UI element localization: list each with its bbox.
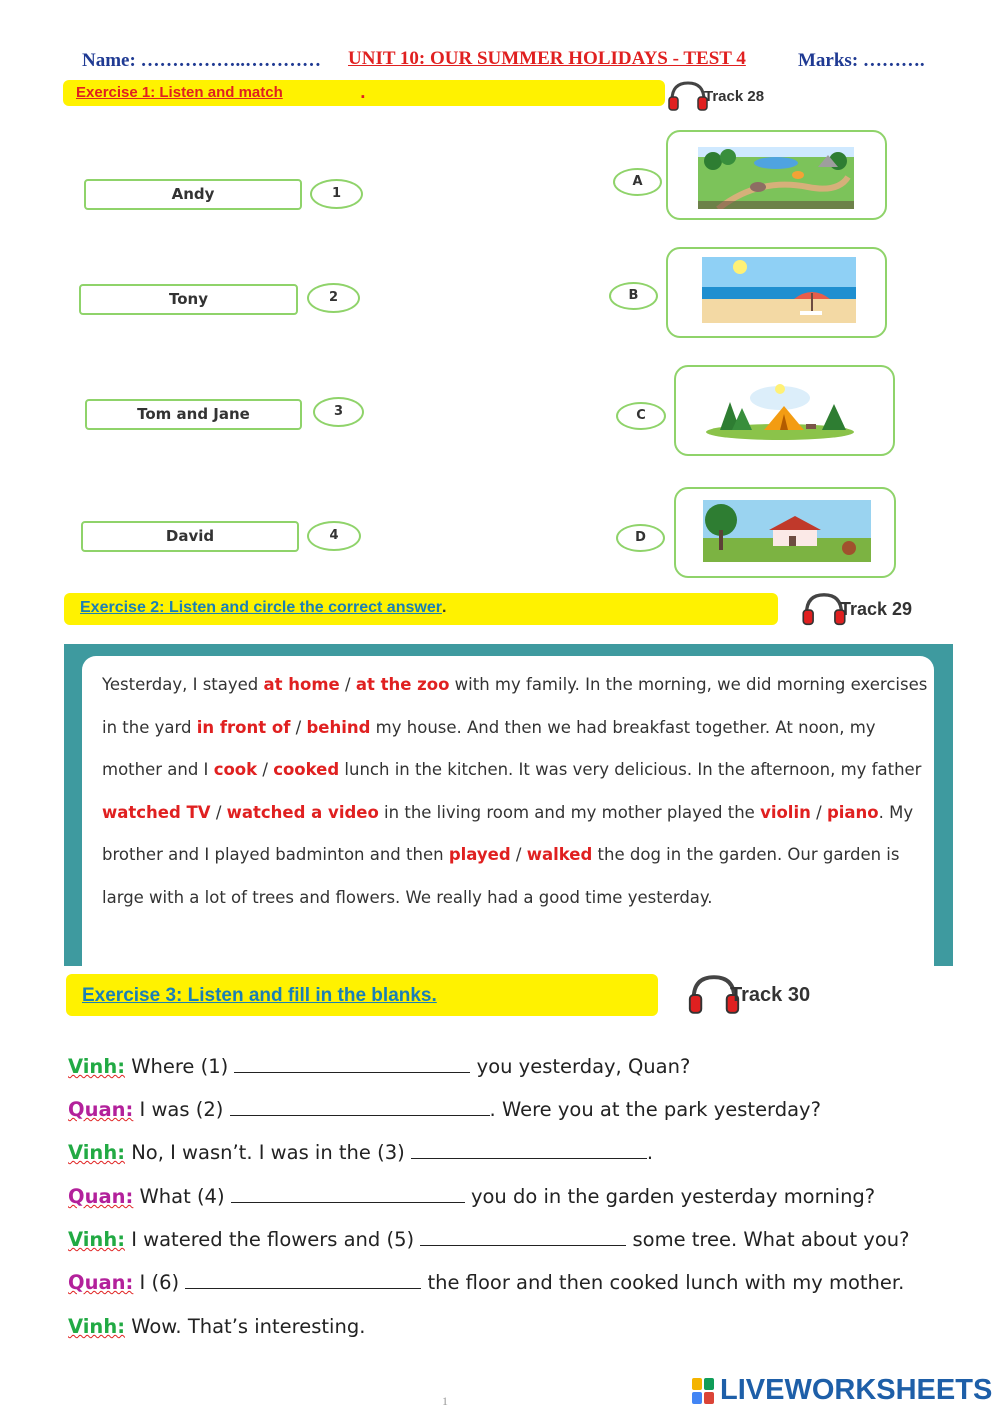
letter-oval-d[interactable]: D: [616, 524, 665, 552]
number-oval-2[interactable]: 2: [307, 283, 360, 313]
exercise1-title-period: .: [360, 84, 366, 102]
blank-2[interactable]: [230, 1099, 490, 1116]
option-violin[interactable]: violin: [760, 802, 811, 822]
letter-oval-c[interactable]: C: [616, 402, 666, 430]
zoo-picture: [698, 147, 854, 209]
number-oval-4[interactable]: 4: [307, 521, 361, 551]
track-30-label[interactable]: Track 30: [686, 972, 810, 1018]
blank-3[interactable]: [411, 1142, 647, 1159]
speaker-quan: Quan:: [68, 1098, 134, 1121]
option-at-the-zoo[interactable]: at the zoo: [355, 675, 450, 694]
worksheet-title: UNIT 10: OUR SUMMER HOLIDAYS - TEST 4: [348, 48, 746, 69]
dialogue-line-2: Quan: I was (2) . Were you at the park yesterday?: [68, 1098, 821, 1121]
liveworksheets-logo-icon: [692, 1378, 716, 1404]
speaker-vinh: Vinh:: [68, 1315, 125, 1338]
name-box-david: David: [81, 521, 299, 552]
name-box-tom-and-jane: Tom and Jane: [85, 399, 302, 430]
exercise1-title: Exercise 1: Listen and match: [76, 84, 283, 101]
blank-1[interactable]: [234, 1056, 470, 1073]
option-at-home[interactable]: at home: [263, 675, 340, 694]
picture-frame-d: [674, 487, 896, 578]
option-played[interactable]: played: [448, 845, 511, 865]
option-walked[interactable]: walked: [526, 845, 593, 865]
option-cook[interactable]: cook: [213, 760, 258, 780]
letter-oval-b[interactable]: B: [609, 282, 658, 310]
exercise3-title: Exercise 3: Listen and fill in the blanks.: [82, 985, 437, 1006]
number-oval-3[interactable]: 3: [313, 397, 364, 427]
speaker-vinh: Vinh:: [68, 1141, 125, 1164]
track-28-label[interactable]: Track 28: [666, 80, 764, 112]
page-number: 1: [442, 1394, 448, 1408]
liveworksheets-logo[interactable]: LIVEWORKSHEETS: [692, 1374, 992, 1407]
option-in-front-of[interactable]: in front of: [196, 717, 291, 737]
name-box-tony: Tony: [79, 284, 298, 315]
dialogue-line-6: Quan: I (6) the floor and then cooked lunch with my mother.: [68, 1271, 905, 1294]
dialogue-line-4: Quan: What (4) you do in the garden yesterday morning?: [68, 1185, 876, 1208]
speaker-vinh: Vinh:: [68, 1055, 125, 1078]
option-behind[interactable]: behind: [306, 717, 371, 737]
dialogue-line-5: Vinh: I watered the flowers and (5) some tree. What about you?: [68, 1228, 910, 1251]
letter-oval-a[interactable]: A: [613, 168, 662, 196]
campsite-picture: [702, 380, 858, 440]
speaker-quan: Quan:: [68, 1271, 134, 1294]
blank-4[interactable]: [231, 1186, 465, 1203]
option-piano[interactable]: piano: [826, 802, 879, 822]
countryside-picture: [703, 500, 871, 562]
picture-frame-a: [666, 130, 887, 220]
option-cooked[interactable]: cooked: [273, 760, 340, 780]
name-label: Name: ……………..…………: [82, 50, 322, 71]
option-watched-tv[interactable]: watched TV: [102, 802, 211, 822]
marks-label: Marks: ……….: [798, 50, 925, 71]
speaker-quan: Quan:: [68, 1185, 134, 1208]
picture-frame-c: [674, 365, 895, 456]
exercise2-title: Exercise 2: Listen and circle the correct answer.: [80, 599, 447, 616]
number-oval-1[interactable]: 1: [310, 179, 363, 209]
name-box-andy: Andy: [84, 179, 302, 210]
beach-picture: [702, 257, 856, 323]
dialogue-line-7: Vinh: Wow. That’s interesting.: [68, 1315, 366, 1338]
speaker-vinh: Vinh:: [68, 1228, 125, 1251]
dialogue-line-3: Vinh: No, I wasn’t. I was in the (3) .: [68, 1141, 654, 1164]
track-29-label[interactable]: Track 29: [800, 591, 912, 627]
picture-frame-b: [666, 247, 887, 338]
blank-6[interactable]: [185, 1272, 421, 1289]
dialogue-line-1: Vinh: Where (1) you yesterday, Quan?: [68, 1055, 691, 1078]
blank-5[interactable]: [420, 1229, 626, 1246]
exercise2-passage: Yesterday, I stayed at home / at the zoo with my family. In the morning, we did morning exercises in the yard in front of / behind my house. And then we had breakfast together. At noon, my mother and I cook / cooked lunch in the kitchen. It was very delicious. In the afternoon, my father watched TV / watched a video in the living room and my mother played the violin / piano. My brother and I played badminton and then played / walked the dog in the garden. Our garden is large with a lot of trees and flowers. We really had a good time yesterday.: [102, 675, 928, 907]
option-watched-a-video[interactable]: watched a video: [226, 802, 379, 822]
